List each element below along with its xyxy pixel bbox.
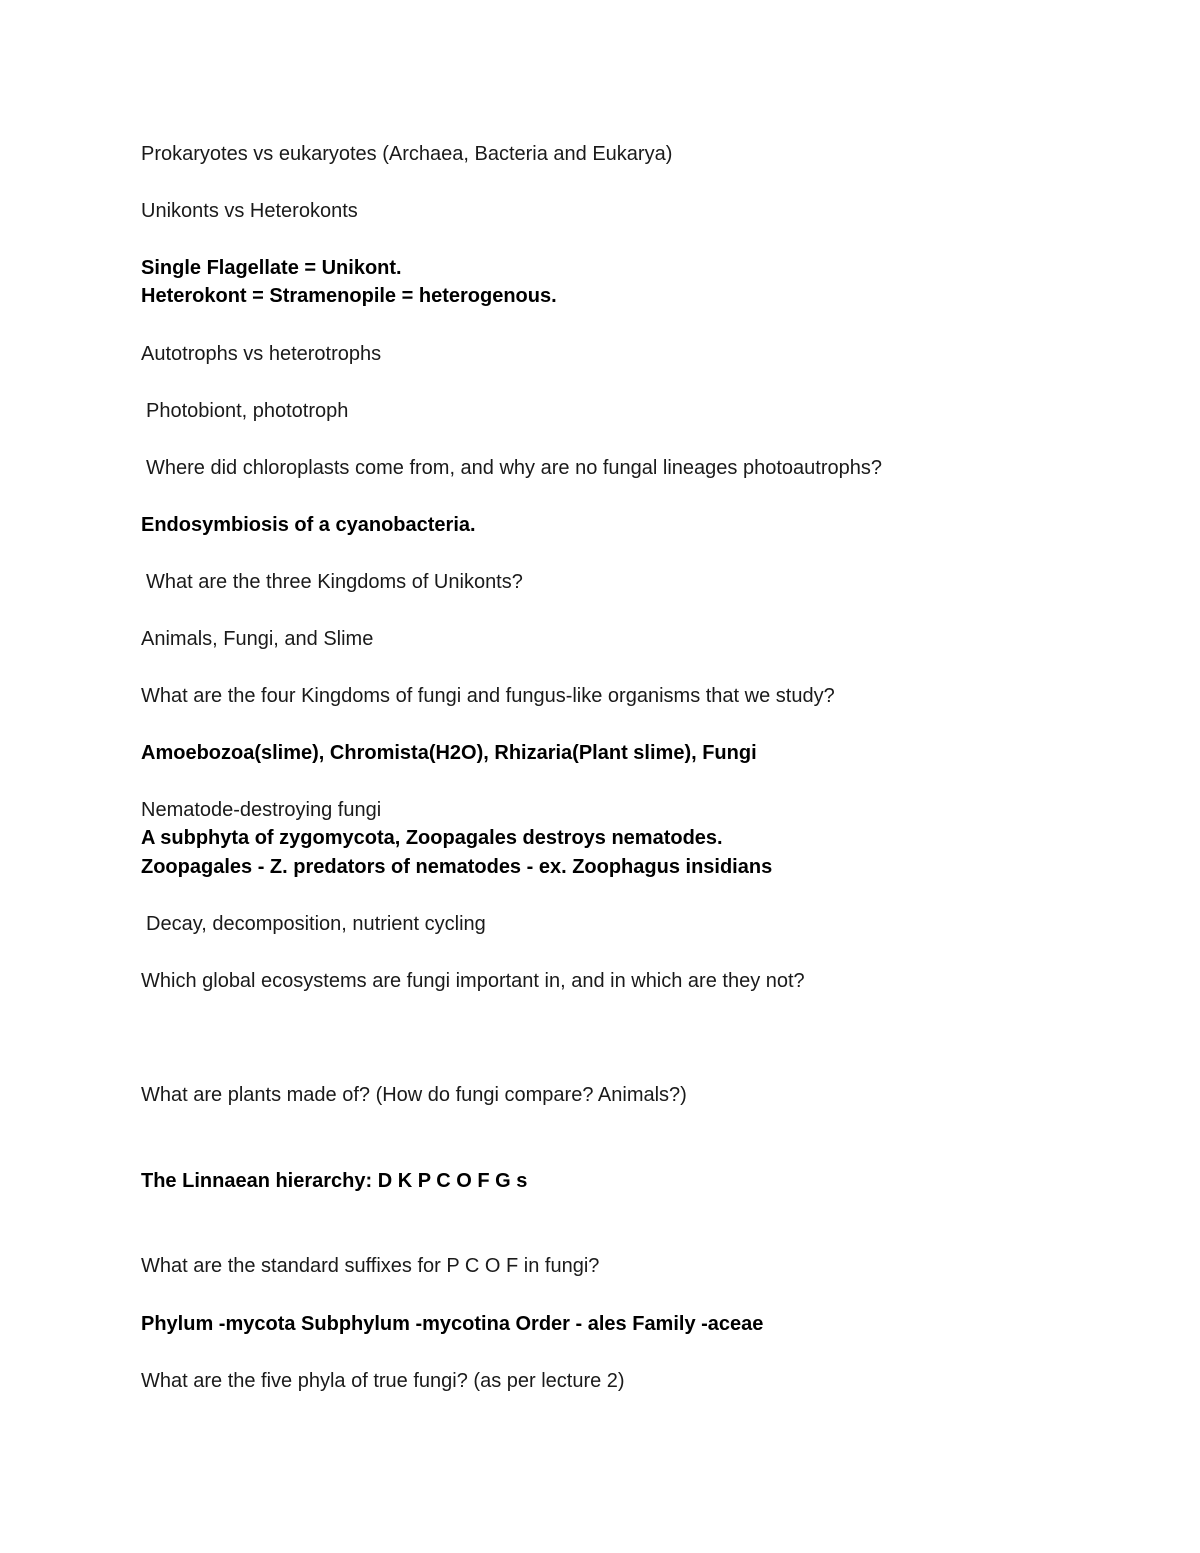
question-plants-made-of: What are plants made of? (How do fungi compare? Animals?)	[141, 1084, 687, 1106]
heading-prokaryotes-vs-eukaryotes: Prokaryotes vs eukaryotes (Archaea, Bacteria and Eukarya)	[141, 143, 673, 165]
answer-endosymbiosis: Endosymbiosis of a cyanobacteria.	[141, 514, 476, 536]
answer-unikont: Single Flagellate = Unikont.	[141, 257, 402, 279]
question-chloroplasts: Where did chloroplasts come from, and why are no fungal lineages photoautrophs?	[146, 457, 882, 479]
heading-nematode-destroying-fungi: Nematode-destroying fungi	[141, 799, 382, 821]
question-four-kingdoms: What are the four Kingdoms of fungi and fungus-like organisms that we study?	[141, 685, 835, 707]
answer-four-kingdoms: Amoebozoa(slime), Chromista(H2O), Rhizaria(Plant slime), Fungi	[141, 742, 757, 764]
answer-heterokont: Heterokont = Stramenopile = heterogenous.	[141, 285, 557, 307]
question-five-phyla: What are the five phyla of true fungi? (as per lecture 2)	[141, 1370, 625, 1392]
answer-suffixes: Phylum -mycota Subphylum -mycotina Order - ales Family -aceae	[141, 1313, 764, 1335]
answer-subphyta: A subphyta of zygomycota, Zoopagales destroys nematodes.	[141, 827, 723, 849]
heading-autotrophs-vs-heterotrophs: Autotrophs vs heterotrophs	[141, 343, 382, 365]
heading-decay: Decay, decomposition, nutrient cycling	[146, 913, 486, 935]
answer-three-kingdoms: Animals, Fungi, and Slime	[141, 628, 374, 650]
question-standard-suffixes: What are the standard suffixes for P C O F in fungi?	[141, 1255, 600, 1277]
question-three-kingdoms: What are the three Kingdoms of Unikonts?	[146, 571, 523, 593]
answer-zoopagales: Zoopagales - Z. predators of nematodes - ex. Zoophagus insidians	[141, 856, 773, 878]
heading-photobiont: Photobiont, phototroph	[146, 400, 349, 422]
heading-unikonts-vs-heterokonts: Unikonts vs Heterokonts	[141, 200, 358, 222]
question-global-ecosystems: Which global ecosystems are fungi important in, and in which are they not?	[141, 970, 805, 992]
heading-linnaean-hierarchy: The Linnaean hierarchy: D K P C O F G s	[141, 1170, 528, 1192]
